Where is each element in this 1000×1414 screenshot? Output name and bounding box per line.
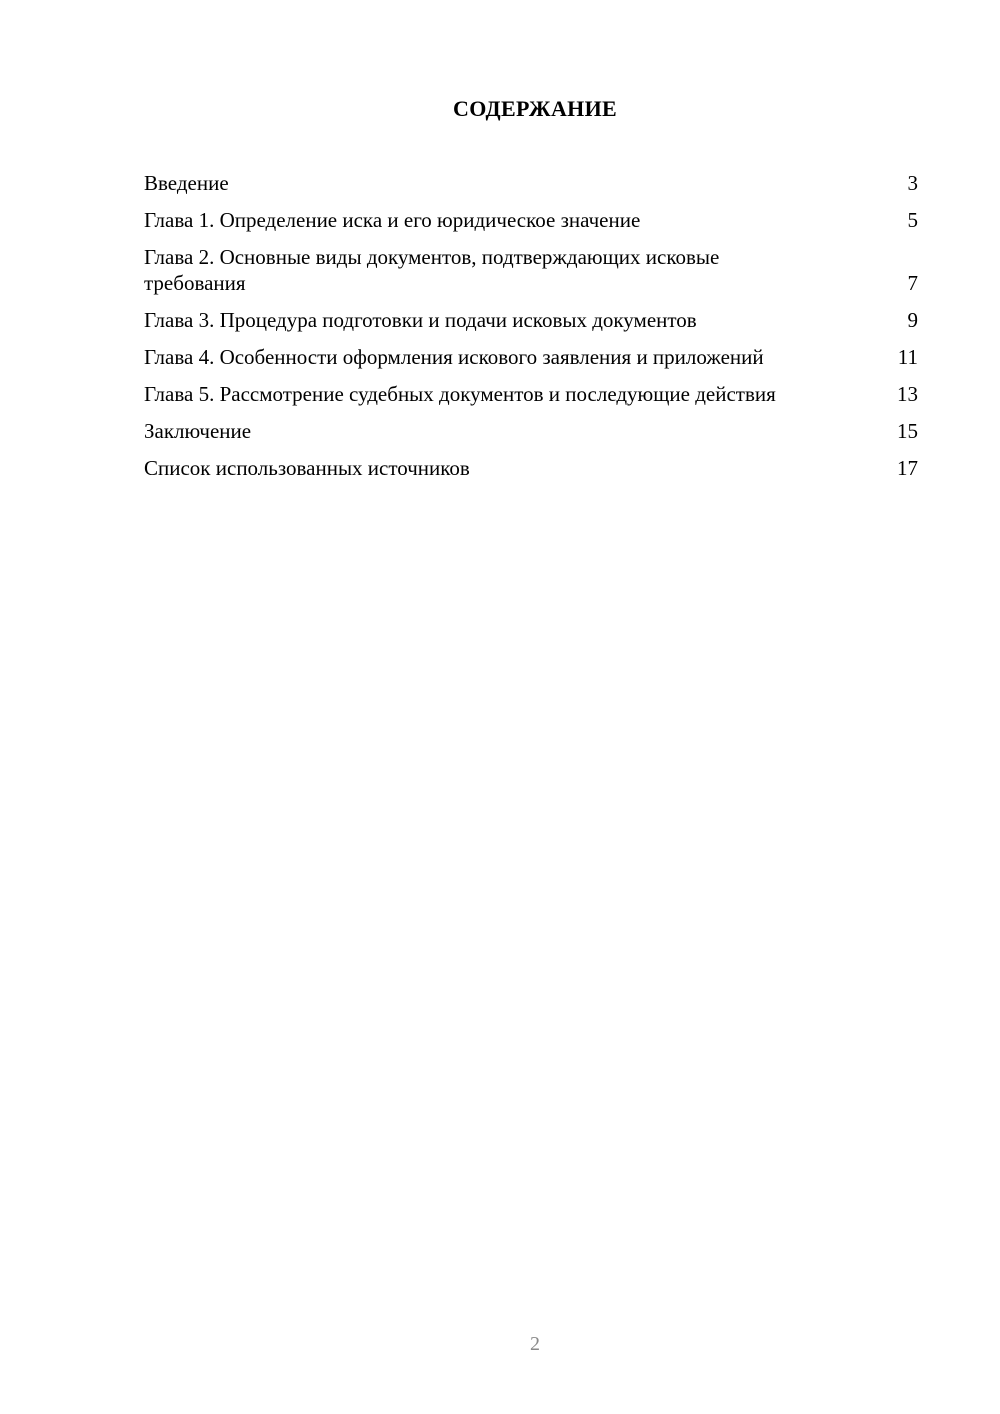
toc-entry (144, 381, 918, 407)
page-number: 2 (530, 1333, 540, 1355)
toc-entry (144, 418, 918, 444)
toc-entry-label: Глава 5. Рассмотрение судебных документов и последующие действия (144, 382, 776, 406)
toc-entry-page: 15 (897, 419, 918, 443)
table-of-contents (144, 170, 918, 492)
toc-entry-page: 9 (907, 308, 918, 332)
toc-entry-label: Глава 3. Процедура подготовки и подачи исковых документов (144, 308, 697, 332)
toc-entry-label: Глава 1. Определение иска и его юридическое значение (144, 208, 641, 232)
toc-title: СОДЕРЖАНИЕ (453, 96, 617, 121)
toc-entry (144, 207, 918, 233)
toc-entry-page: 5 (907, 208, 918, 232)
toc-entry-page: 11 (897, 345, 918, 369)
toc-entry-label: Глава 4. Особенности оформления искового заявления и приложений (144, 345, 764, 369)
toc-entry (144, 244, 918, 296)
toc-entry-page: 13 (897, 382, 918, 406)
toc-entry-label: Список использованных источников (144, 456, 470, 480)
toc-entry (144, 307, 918, 333)
toc-entry-page: 3 (907, 171, 918, 195)
toc-entry-page: 7 (907, 271, 918, 295)
toc-entry-label: Глава 2. Основные виды документов, подтверждающих исковые требования (144, 245, 720, 295)
toc-entry-label: Введение (144, 171, 229, 195)
toc-entry (144, 170, 918, 196)
toc-entry-page: 17 (897, 456, 918, 480)
toc-entry (144, 455, 918, 481)
toc-entry (144, 344, 918, 370)
toc-entry-label: Заключение (144, 419, 252, 443)
